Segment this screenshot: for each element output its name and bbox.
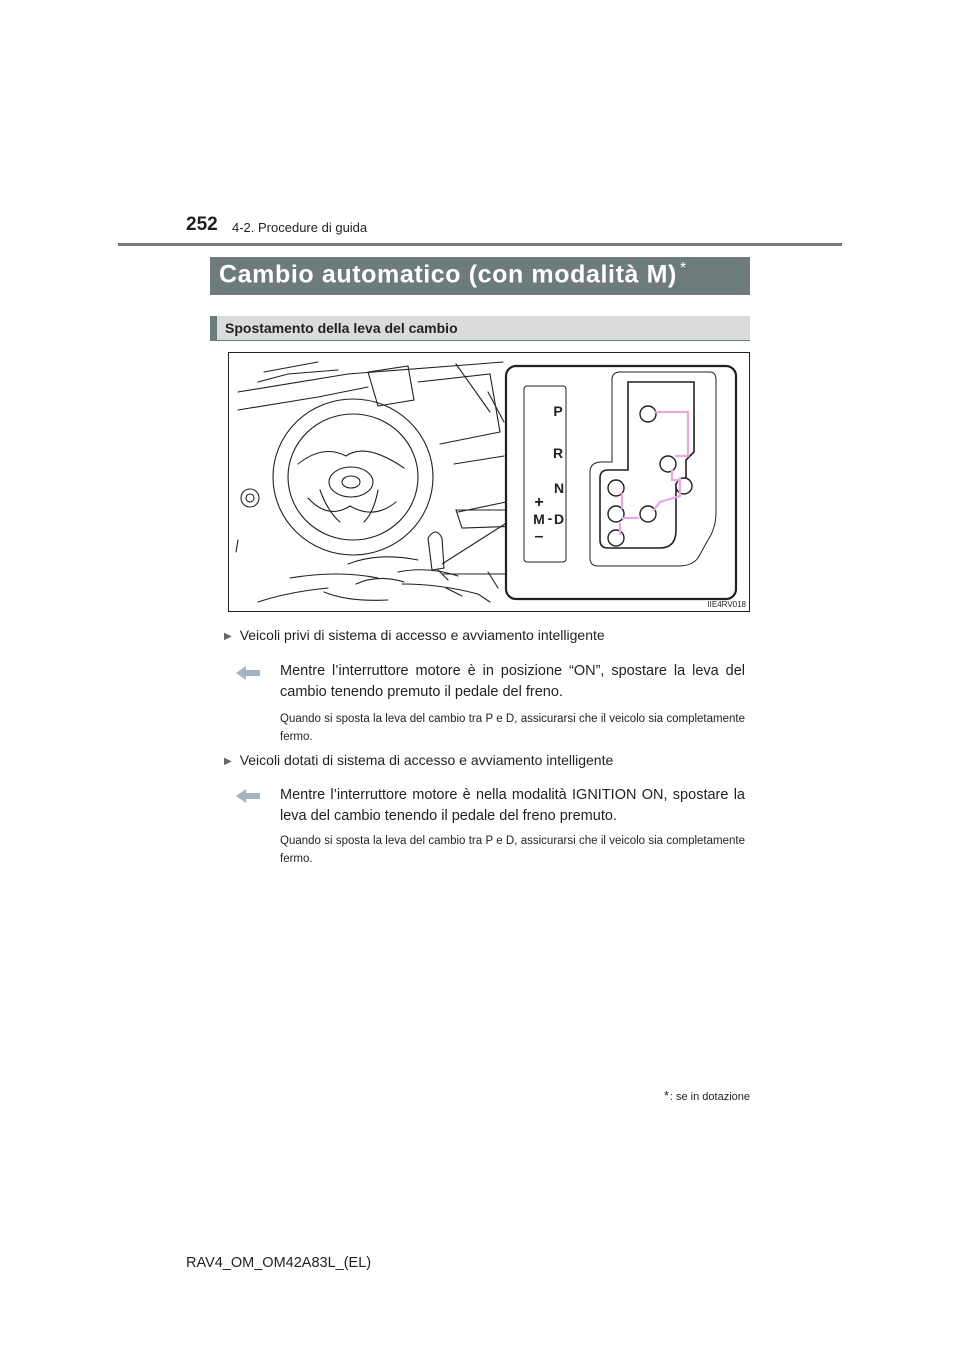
instruction-2: Mentre l’interruttore motore è nella modalità IGNITION ON, spostare la leva del cambio tenendo il pedale del freno premuto. xyxy=(280,787,745,824)
footnote xyxy=(664,1088,750,1103)
arrow-left-icon xyxy=(236,789,260,803)
footnote-text: : se in dotazione xyxy=(669,1091,750,1103)
title-text: Cambio automatico (con modalità M) xyxy=(219,260,677,289)
gate-label-r: R xyxy=(552,445,564,461)
gate-label-plus: + xyxy=(534,494,544,511)
triangle-bullet-icon: ▶ xyxy=(224,756,232,767)
instruction-1: Mentre l’interruttore motore è in posizione “ON”, spostare la leva del cambio tenendo premuto il pedale del freno. xyxy=(280,663,745,700)
bullet-heading-1 xyxy=(224,627,605,643)
bullet-heading-2-text: Veicoli dotati di sistema di accesso e avviamento intelligente xyxy=(239,752,614,768)
subsection-title: Spostamento della leva del cambio xyxy=(210,316,750,341)
bullet-heading-1-text: Veicoli privi di sistema di accesso e avviamento intelligente xyxy=(239,627,605,643)
page-number: 252 xyxy=(186,214,218,235)
triangle-bullet-icon: ▶ xyxy=(224,631,232,642)
note-2: Quando si sposta la leva del cambio tra P e D, assicurarsi che il veicolo sia completamente fermo. xyxy=(280,835,745,865)
arrow-left-icon xyxy=(236,666,260,680)
header-rule xyxy=(118,243,842,246)
page-title xyxy=(210,257,750,295)
document-code: RAV4_OM_OM42A83L_(EL) xyxy=(186,1255,372,1271)
shift-lever-illustration xyxy=(228,352,750,612)
bullet-heading-2 xyxy=(224,752,613,768)
gate-label-d: D xyxy=(553,511,565,527)
gate-label-n: N xyxy=(553,480,565,496)
section-label: 4-2. Procedure di guida xyxy=(232,220,368,235)
title-asterisk: * xyxy=(679,260,687,277)
gate-label-m: M xyxy=(533,511,545,527)
gate-label-dash: - xyxy=(547,510,553,526)
gate-label-p: P xyxy=(553,403,563,419)
gate-label-minus: – xyxy=(534,528,544,545)
note-1: Quando si sposta la leva del cambio tra P e D, assicurarsi che il veicolo sia completamente fermo. xyxy=(280,713,745,743)
figure-code: IIE4RV018 xyxy=(707,600,746,609)
asterisk-icon: * xyxy=(663,1088,669,1103)
